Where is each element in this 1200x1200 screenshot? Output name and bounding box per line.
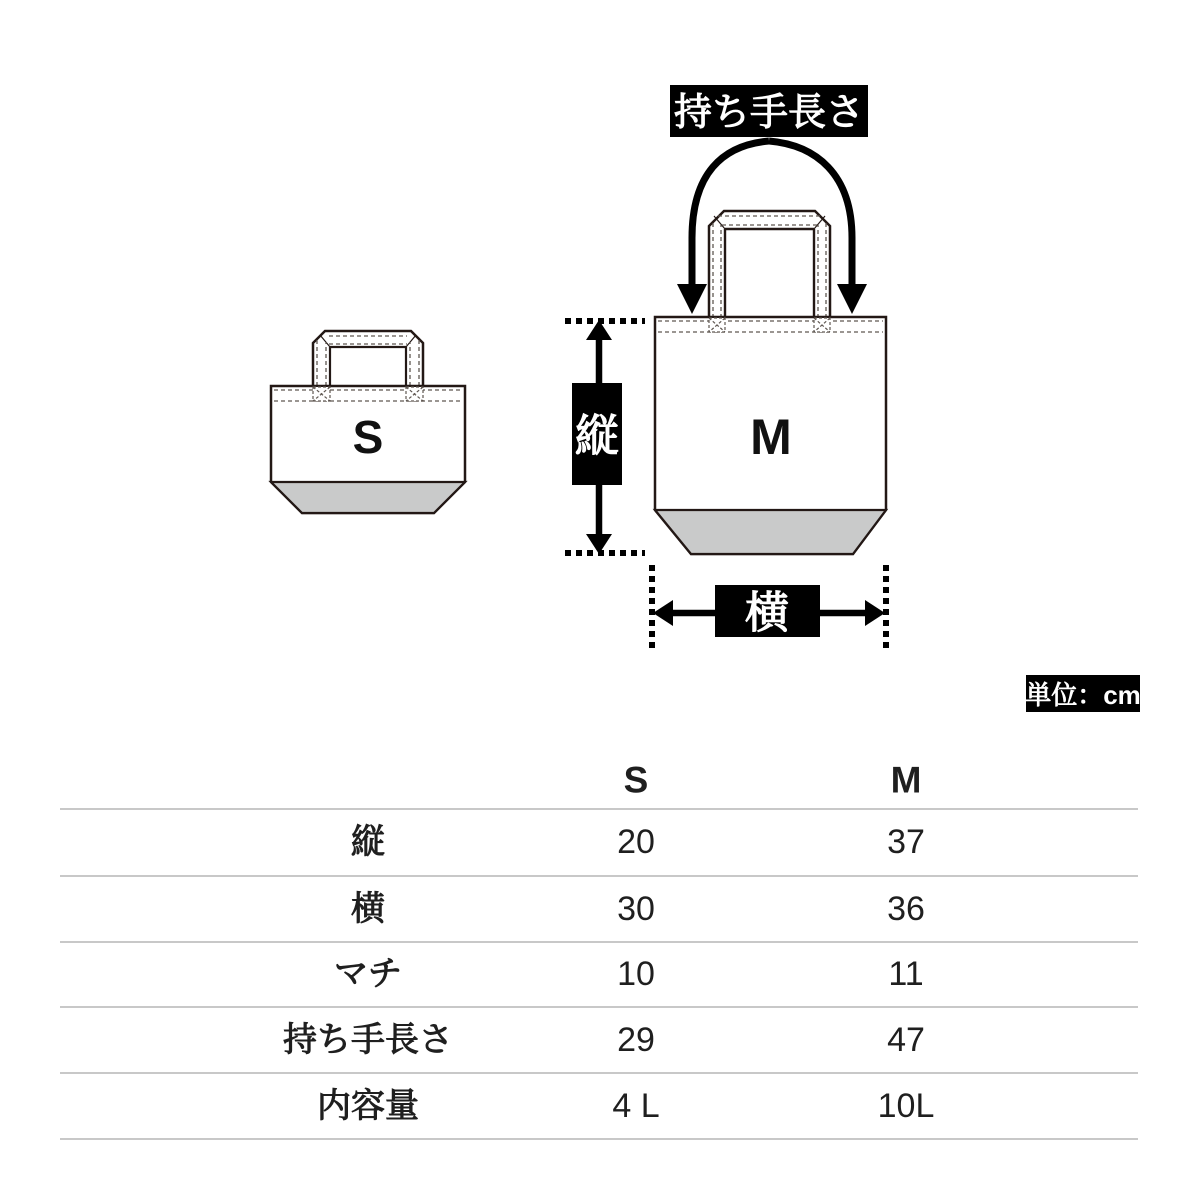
bag-m-label: M <box>750 409 792 465</box>
row-value-m: 10L <box>877 1087 935 1125</box>
bag-s-stitch-x-left <box>313 387 330 401</box>
size-table-header-m: M <box>890 759 922 801</box>
row-value-m: 36 <box>887 890 925 928</box>
bag-s-bottom <box>271 482 465 513</box>
width-label: 横 <box>745 588 789 638</box>
table-divider <box>60 875 1138 877</box>
width-dimension <box>652 565 886 648</box>
row-value-m: 47 <box>887 1021 925 1059</box>
row-value-s: 30 <box>617 890 655 928</box>
unit-badge-label: 単位：cm <box>1025 680 1141 710</box>
row-value-s: 20 <box>617 823 655 861</box>
height-dimension <box>565 320 645 554</box>
bag-m-stitch-x-left <box>709 318 725 332</box>
bag-s-stitch-x-right <box>406 387 423 401</box>
bag-m-bottom <box>655 510 886 554</box>
row-value-m: 11 <box>888 955 924 993</box>
row-label: 横 <box>351 890 385 928</box>
row-label: 縦 <box>351 823 385 861</box>
bag-s-illustration <box>271 331 465 513</box>
table-divider <box>60 1072 1138 1074</box>
row-label: 内容量 <box>317 1087 419 1125</box>
width-arrowhead-left <box>653 600 673 626</box>
size-table-header-s: S <box>623 759 649 801</box>
width-arrowhead-right <box>865 600 885 626</box>
row-value-m: 37 <box>887 823 925 861</box>
table-divider <box>60 1006 1138 1008</box>
unit-badge <box>1025 675 1141 712</box>
handle-length-arrowhead-left <box>677 284 707 314</box>
row-label: マチ <box>334 955 402 993</box>
height-label: 縦 <box>575 411 619 461</box>
bag-m-stitch-x-right <box>814 318 830 332</box>
table-divider <box>60 941 1138 943</box>
row-value-s: 4 L <box>612 1087 660 1125</box>
table-divider <box>60 1138 1138 1140</box>
table-divider <box>60 808 1138 810</box>
row-label: 持ち手長さ <box>283 1021 453 1059</box>
handle-length-label: 持ち手長さ <box>673 92 865 134</box>
bag-s-label: S <box>352 411 384 463</box>
row-value-s: 29 <box>617 1021 655 1059</box>
handle-length-arrowhead-right <box>837 284 867 314</box>
row-value-s: 10 <box>617 955 655 993</box>
